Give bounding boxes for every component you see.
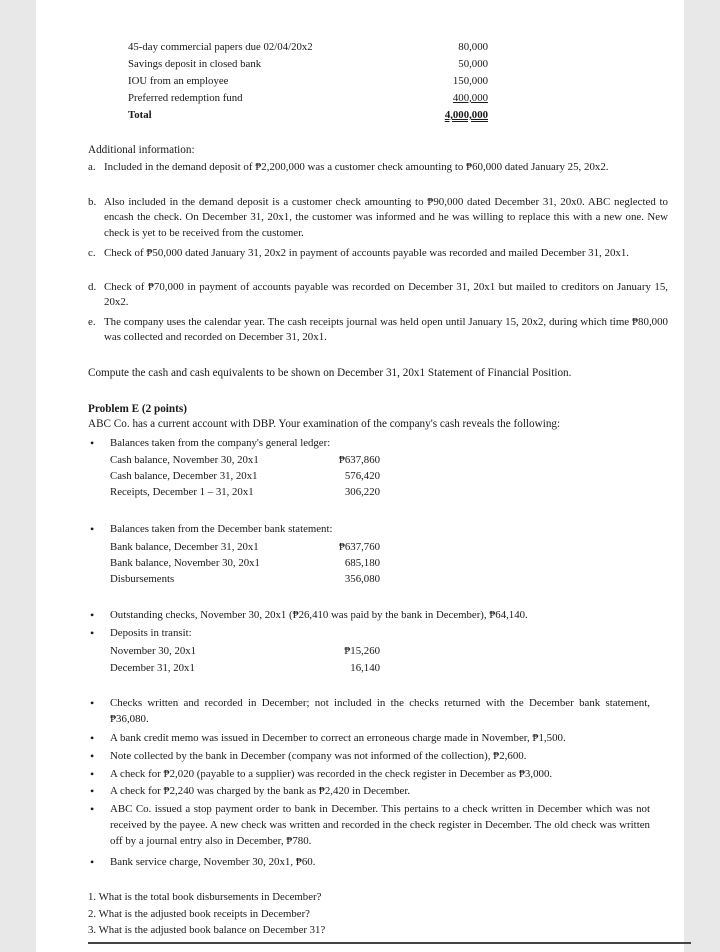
item-text: Included in the demand deposit of ₱2,200,000 was a customer check amounting to ₱60,000 dated January 25, 20x2.: [104, 161, 609, 173]
total-amount: 4,000,000: [444, 109, 488, 121]
list-item: ABC Co. issued a stop payment order to bank in December. This pertains to a check written in December which was not received by the payee. A new check was written and recorded in the check register in December. The old check was written off by a journal entry also in December, ₱780.: [110, 803, 650, 847]
list-item: Checks written and recorded in December; not included in the checks returned with the December bank statement, ₱36,080.: [110, 697, 650, 725]
item-amount: 150,000: [452, 75, 488, 87]
bullet-icon: •: [90, 436, 95, 450]
list-item: A check for ₱2,020 (payable to a supplier) was recorded in the check register in December as ₱3,000.: [110, 768, 553, 780]
table-row-label: Cash balance, December 31, 20x1: [110, 470, 258, 482]
compute-instruction: Compute the cash and cash equivalents to be shown on December 31, 20x1 Statement of Financial Position.: [88, 367, 572, 379]
item-letter: b.: [88, 196, 97, 208]
additional-heading: Additional information:: [88, 144, 195, 156]
item-text: Check of ₱50,000 dated January 31, 20x2 in payment of accounts payable was recorded and mailed December 31, 20x1.: [104, 247, 630, 259]
bullet-icon: •: [90, 696, 95, 710]
bullet-icon: •: [90, 608, 95, 622]
item-amount: 50,000: [458, 58, 488, 70]
table-row-value: 306,220: [344, 486, 380, 498]
table-row-label: Bank balance, December 31, 20x1: [110, 541, 259, 553]
list-item: Note collected by the bank in December (company was not informed of the collection), ₱2,600.: [110, 750, 527, 762]
table-row-value: ₱637,860: [338, 454, 380, 466]
question-1: 1. What is the total book disbursements in December?: [88, 891, 322, 903]
bullet-icon: •: [90, 749, 95, 763]
bullet-icon: •: [90, 522, 95, 536]
list-item: Bank service charge, November 30, 20x1, ₱60.: [110, 856, 316, 868]
ledger-heading: Balances taken from the company's general ledger:: [110, 437, 331, 449]
table-row-value: ₱637,760: [338, 541, 380, 553]
bullet-icon: •: [90, 855, 95, 869]
problem-intro: ABC Co. has a current account with DBP. Your examination of the company's cash reveals the following:: [88, 418, 561, 430]
bullet-icon: •: [90, 731, 95, 745]
item-letter: a.: [88, 161, 96, 173]
table-row-value: 16,140: [350, 662, 380, 674]
item-letter: e.: [88, 316, 96, 328]
list-item: [128, 75, 488, 91]
list-item: A check for ₱2,240 was charged by the bank as ₱2,420 in December.: [110, 785, 411, 797]
table-row-label: Receipts, December 1 – 31, 20x1: [110, 486, 254, 498]
list-item: [88, 195, 668, 241]
bullet-icon: •: [90, 802, 95, 816]
transit-table: [110, 643, 380, 677]
item-letter: c.: [88, 247, 96, 259]
transit-heading: Deposits in transit:: [110, 627, 192, 639]
item-label: IOU from an employee: [128, 75, 229, 87]
problem-title: Problem E (2 points): [88, 403, 187, 415]
question-3: 3. What is the adjusted book balance on December 31?: [88, 924, 326, 936]
item-label: Savings deposit in closed bank: [128, 58, 262, 70]
table-row-label: December 31, 20x1: [110, 662, 195, 674]
table-row-value: ₱15,260: [344, 645, 380, 657]
bank-table: [110, 539, 380, 591]
item-text: Also included in the demand deposit is a customer check amounting to ₱90,000 dated December 31, 20x0. ABC neglected to encash the check. On December 31, 20x1, the customer was informed and he was willing to replace this with a new one. New check is yet to be received from the customer.: [104, 196, 668, 239]
item-text: The company uses the calendar year. The cash receipts journal was held open until January 15, 20x2, during which time ₱80,000 was collected and recorded on December 31, 20x1.: [104, 316, 668, 344]
list-item: [128, 92, 488, 108]
document-page: [36, 0, 684, 952]
total-label: Total: [128, 109, 152, 121]
table-row-label: Cash balance, November 30, 20x1: [110, 454, 259, 466]
bullet-icon: •: [90, 767, 95, 781]
list-item: A bank credit memo was issued in December to correct an erroneous charge made in November, ₱1,500.: [110, 732, 566, 744]
list-item: [88, 246, 668, 261]
table-row-value: 576,420: [344, 470, 380, 482]
table-row-label: November 30, 20x1: [110, 645, 197, 657]
list-item: [88, 160, 668, 175]
table-row-label: Bank balance, November 30, 20x1: [110, 557, 260, 569]
item-label: 45-day commercial papers due 02/04/20x2: [128, 41, 313, 53]
bottom-divider: [88, 942, 691, 944]
item-amount: 80,000: [458, 41, 488, 53]
bullet-icon: •: [90, 626, 95, 640]
table-row-value: 356,080: [344, 573, 380, 585]
table-row-label: Disbursements: [110, 573, 175, 585]
total-row: [128, 109, 488, 125]
item-label: Preferred redemption fund: [128, 92, 243, 104]
table-row-value: 685,180: [344, 557, 380, 569]
outstanding-checks: Outstanding checks, November 30, 20x1 (₱26,410 was paid by the bank in December), ₱64,140.: [110, 609, 528, 621]
question-2: 2. What is the adjusted book receipts in December?: [88, 908, 310, 920]
list-item: [128, 58, 488, 74]
ledger-table: [110, 452, 380, 504]
item-letter: d.: [88, 281, 97, 293]
item-text: Check of ₱70,000 in payment of accounts payable was recorded on December 31, 20x1 but mailed to creditors on January 15, 20x2.: [104, 281, 668, 309]
list-item: [88, 280, 668, 311]
list-item: [128, 41, 488, 57]
item-amount: 400,000: [452, 92, 488, 104]
bullet-icon: •: [90, 784, 95, 798]
list-item: [88, 315, 668, 346]
bank-heading: Balances taken from the December bank statement:: [110, 523, 333, 535]
